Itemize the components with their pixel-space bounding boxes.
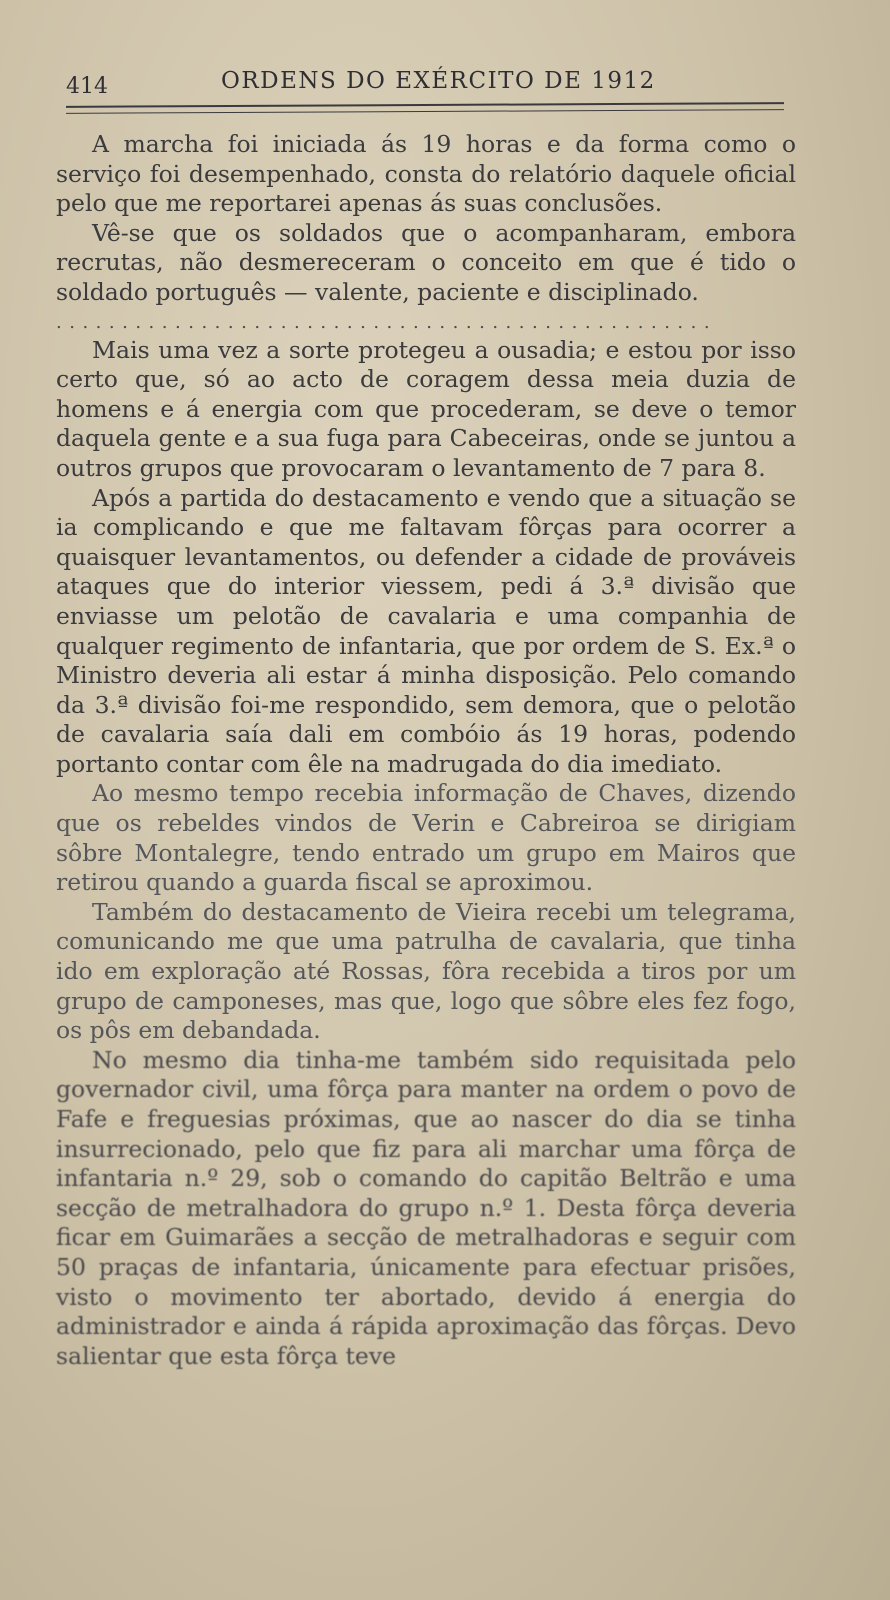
header-rule-thick	[66, 102, 784, 108]
paragraph: Mais uma vez a sorte protegeu a ousadia; e estou por isso certo que, só ao acto de coragem dessa meia duzia de homens e á energia com que procederam, se deve o temor daquela gente e a sua fuga para Cabeceiras, onde se juntou a outros grupos que provocaram o levantamento de 7 para 8.	[56, 335, 796, 482]
page-number: 414	[66, 74, 108, 99]
paragraph: Após a partida do destacamento e vendo que a situação se ia complicando e que me faltavam fôrças para ocorrer a quaisquer levantamentos, ou defender a cidade de prováveis ataques que do interior viessem, pedi á 3.ª divisão que enviasse um pelotão de cavalaria e uma companhia de qualquer regimento de infantaria, que por ordem de S. Ex.ª o Ministro deveria ali estar á minha disposição. Pelo comando da 3.ª divisão foi-me respondido, sem demora, que o pelotão de cavalaria saía dali em combóio ás 19 horas, podendo portanto contar com êle na madrugada do dia imediato.	[56, 483, 796, 778]
body-text	[56, 130, 796, 1371]
header-rule-thin	[66, 109, 784, 114]
paragraph: Também do destacamento de Vieira recebi um telegrama, comunicando me que uma patrulha de cavalaria, que tinha ido em exploração até Rossas, fôra recebida a tiros por um grupo de camponeses, mas que, logo que sôbre eles fez fogo, os pôs em debandada.	[56, 897, 796, 1045]
paragraph: Vê-se que os soldados que o acompanharam, embora recrutas, não desmereceram o conceito em que é tido o soldado português — valente, paciente e disciplinado.	[56, 218, 796, 306]
page-header	[66, 68, 786, 98]
ellipsis-separator: ..................................................	[56, 313, 718, 332]
paragraph: A marcha foi iniciada ás 19 horas e da forma como o serviço foi desempenhado, consta do relatório daquele oficial pelo que me reportarei apenas ás suas conclusões.	[56, 130, 796, 218]
running-title: ORDENS DO EXÉRCITO DE 1912	[221, 68, 656, 94]
paragraph: Ao mesmo tempo recebia informação de Chaves, dizendo que os rebeldes vindos de Verin e Cabreiroa se dirigiam sôbre Montalegre, tendo entrado um grupo em Mairos que retirou quando a guarda fiscal se aproximou.	[56, 779, 796, 897]
paragraph: No mesmo dia tinha-me também sido requisitada pelo governador civil, uma fôrça para manter na ordem o povo de Fafe e freguesias próximas, que ao nascer do dia se tinha insurrecionado, pelo que fiz para ali marchar uma fôrça de infantaria n.º 29, sob o comando do capitão Beltrão e uma secção de metralhadora do grupo n.º 1. Desta fôrça deveria ficar em Guimarães a secção de metralhadoras e seguir com 50 praças de infantaria, únicamente para efectuar prisões, visto o movimento ter abortado, devido á energia do administrador e ainda á rápida aproximação das fôrças. Devo salientar que esta fôrça teve	[56, 1045, 796, 1370]
